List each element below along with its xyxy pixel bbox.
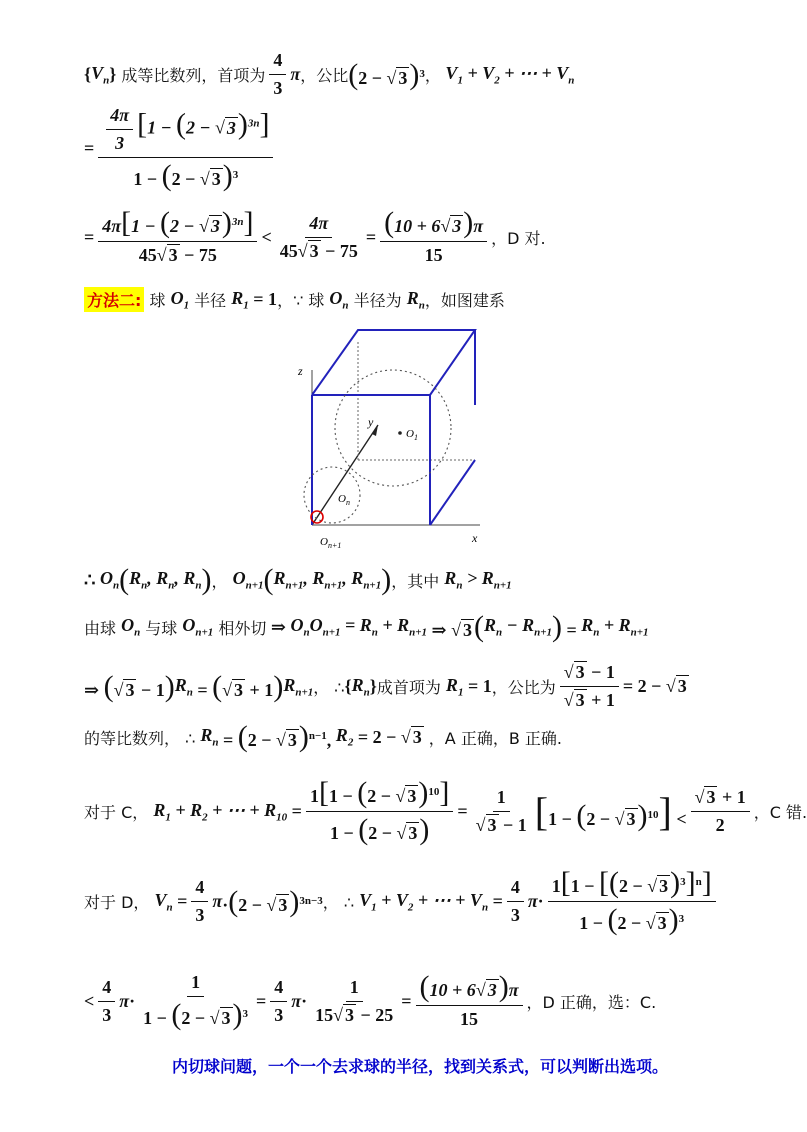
o1-label: $O_1$ — [406, 428, 418, 442]
line-coords: ∴ $O_n$ ( $R_n$, $R_n$, $R_n$ ) ， $O_{n+1}$ ( $R_{n+1}$, $R_{n+1}$, $R_{n+1}$ ) ，其中 $R_n > R_{n+1}$ — [84, 563, 512, 596]
z-axis-label: z — [298, 364, 303, 378]
y-axis-label: y — [368, 415, 374, 429]
sphere-o1 — [335, 370, 451, 486]
method-label: 方法二: — [84, 287, 144, 312]
cube — [312, 330, 475, 525]
line-tangent: 由球 $O_n$ 与球 $O_{n+1}$ 相外切 ⇒ $O_nO_{n+1} = R_n + R_{n+1}$ ⇒ √ 3( $R_n - R_{n+1}$ ) = $R_n + R_{n+1}$ — [84, 610, 649, 643]
method-two-line: 方法二: 球 $O_1$ 半径 $R_1$ = 1 ，∵ 球 $O_n$ 半径为 $R_n$ ，如图建系 — [84, 287, 505, 312]
on1-label: $O_{n+1}$ — [320, 536, 342, 550]
line-3: = $\frac{4\pi[1 - (2 - √ 3)^{3n}]}{45√ 3 - 75}$ < $\frac{4\pi}{45√ 3 - 75}$ = $\frac{(10 + 6√ 3)\pi}{15}$ ，D 对. — [84, 206, 546, 265]
summary-note: 内切球问题，一个一个去求球的半径，找到关系式，可以判断出选项。 — [172, 1057, 669, 1076]
x-axis-label: x — [472, 531, 478, 545]
y-axis — [312, 425, 378, 525]
line-geometric: 的等比数列， ∴ $R_n$ = (2 − √ 3)$^{n-1}$, $R_2$ = 2 − √ 3 ，A 正确，B 正确. — [84, 720, 562, 753]
line-option-d: 对于 D， $V_n$ = $\frac{4}{3}$ π ·(2 − √ 3)$^{3n-3}$ ， ∴ $V_1 + V_2$ + ⋯ + $V_n$ = $\frac{4}{3}$ π · $\frac{1[1 - [(2 - √ 3)^3]^n]}{1 - (2 - √ 3)^3}$ — [84, 868, 720, 935]
on-label: $O_n$ — [338, 493, 350, 507]
center-o1-dot — [398, 431, 402, 435]
line-ratio: ⇒ (√ 3 − 1) $R_n$ = (√ 3 + 1) $R_{n+1}$ ， ∴ { $R_n$ } 成首项为 $R_1$ = 1 ，公比为 $\frac{√ 3 - 1}{√ 3 + 1}$ = 2 − √ 3 — [84, 662, 687, 710]
cube-spheres-figure — [290, 320, 490, 560]
line-2: = $\frac{4\pi}{3}$ [1 − (2 − √ 3)$^{3n}$] 1 − (2 − √ 3)$^3$ — [84, 105, 277, 191]
line-1: { $V_n$ } 成等比数列，首项为 $\frac{4}{3}$ π ，公比 (2 − √ 3)$^3$ ， $V_1 + V_2$ + ⋯ + $V_n$ — [84, 50, 575, 98]
line-option-c: 对于 C， $R_1 + R_2$ + ⋯ + $R_{10}$ = $\frac{1[1 - (2 - √ 3)^{10}]}{1 - (2 - √ 3)}$ = $\frac{1}{√ 3 - 1}$ [1 − (2 − √ 3)$^{10}$] < $\frac{√ 3 + 1}{2}$ ，C 错. — [84, 776, 807, 846]
line-final: < $\frac{4}{3}$ π · $\frac{1}{1 - (2 - √ 3)^3}$ = $\frac{4}{3}$ π · $\frac{1}{15√ 3 - 25}$ = $\frac{(10 + 6√ 3)\pi}{15}$ ，D 正确，选：C. — [84, 970, 657, 1031]
